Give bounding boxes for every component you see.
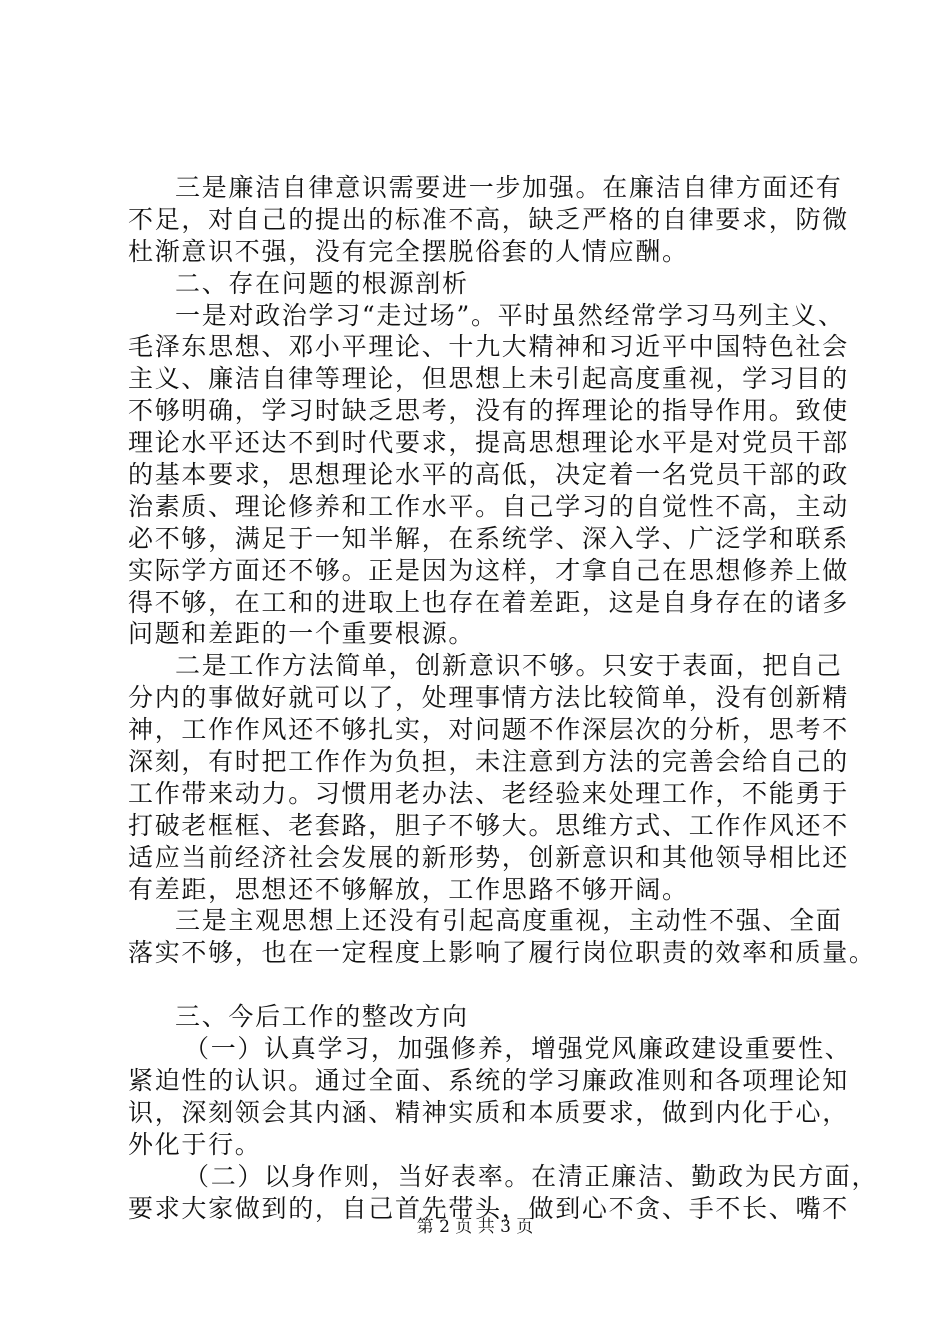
text-line: 主义、廉洁自律等理论，但思想上未引起高度重视，学习目的 bbox=[128, 364, 849, 394]
page-footer: 第 2 页 共 3 页 bbox=[416, 1217, 534, 1237]
text-line: 必不够，满足于一知半解，在系统学、深入学、广泛学和联系 bbox=[128, 523, 849, 553]
text-line: 得不够，在工和的进取上也存在着差距，这是自身存在的诸多 bbox=[128, 587, 849, 617]
text-line: 分内的事做好就可以了，处理事情方法比较简单，没有创新精 bbox=[128, 683, 849, 713]
text-line: 深刻，有时把工作作为负担，未注意到方法的完善会给自己的 bbox=[128, 747, 849, 777]
text-line: 治素质、理论修养和工作水平。自己学习的自觉性不高，主动 bbox=[128, 491, 849, 521]
blank-line bbox=[128, 969, 840, 1001]
text-line: 外化于行。 bbox=[128, 1129, 262, 1159]
text-line: 三是廉洁自律意识需要进一步加强。在廉洁自律方面还有 bbox=[175, 173, 843, 202]
text-line: （二）以身作则，当好表率。在清正廉洁、勤政为民方面， bbox=[184, 1161, 879, 1191]
text-line: 二、存在问题的根源剖析 bbox=[175, 268, 469, 298]
text-line: 紧迫性的认识。通过全面、系统的学习廉政准则和各项理论知 bbox=[128, 1065, 849, 1095]
text-line: 杜渐意识不强，没有完全摆脱俗套的人情应酬。 bbox=[128, 236, 689, 266]
text-line: 识，深刻领会其内涵、精神实质和本质要求，做到内化于心， bbox=[128, 1097, 849, 1127]
text-line: 要求大家做到的，自己首先带头，做到心不贪、手不长、嘴不 bbox=[128, 1193, 849, 1223]
text-line: 工作带来动力。习惯用老办法、老经验来处理工作，不能勇于 bbox=[128, 778, 849, 808]
text-line: 适应当前经济社会发展的新形势，创新意识和其他领导相比还 bbox=[128, 842, 849, 872]
text-line: 一是对政治学习“走过场”。平时虽然经常学习马列主义、 bbox=[175, 300, 845, 330]
text-line: 的基本要求，思想理论水平的高低，决定着一名党员干部的政 bbox=[128, 460, 849, 490]
text-line: 有差距，思想还不够解放，工作思路不够开阔。 bbox=[128, 874, 689, 904]
text-line: 神，工作作风还不够扎实，对问题不作深层次的分析，思考不 bbox=[128, 715, 849, 745]
text-line: 不足，对自己的提出的标准不高，缺乏严格的自律要求，防微 bbox=[128, 204, 849, 234]
text-line: 实际学方面还不够。正是因为这样，才拿自己在思想修养上做 bbox=[128, 555, 849, 585]
text-line: 落实不够，也在一定程度上影响了履行岗位职责的效率和质量。 bbox=[128, 938, 876, 968]
text-line: 二是工作方法简单，创新意识不够。只安于表面，把自己 bbox=[175, 651, 843, 681]
text-line: 三是主观思想上还没有引起高度重视，主动性不强、全面 bbox=[175, 906, 843, 936]
text-line: 毛泽东思想、邓小平理论、十九大精神和习近平中国特色社会 bbox=[128, 332, 849, 362]
text-line: 问题和差距的一个重要根源。 bbox=[128, 619, 476, 649]
text-line: 打破老框框、老套路，胆子不够大。思维方式、工作作风还不 bbox=[128, 810, 849, 840]
text-line: 理论水平还达不到时代要求，提高思想理论水平是对党员干部 bbox=[128, 428, 849, 458]
text-line: （一）认真学习，加强修养，增强党风廉政建设重要性、 bbox=[184, 1034, 852, 1064]
text-line: 不够明确，学习时缺乏思考，没有的挥理论的指导作用。致使 bbox=[128, 396, 849, 426]
document-body bbox=[128, 172, 879, 1224]
text-line: 三、今后工作的整改方向 bbox=[175, 1002, 469, 1032]
